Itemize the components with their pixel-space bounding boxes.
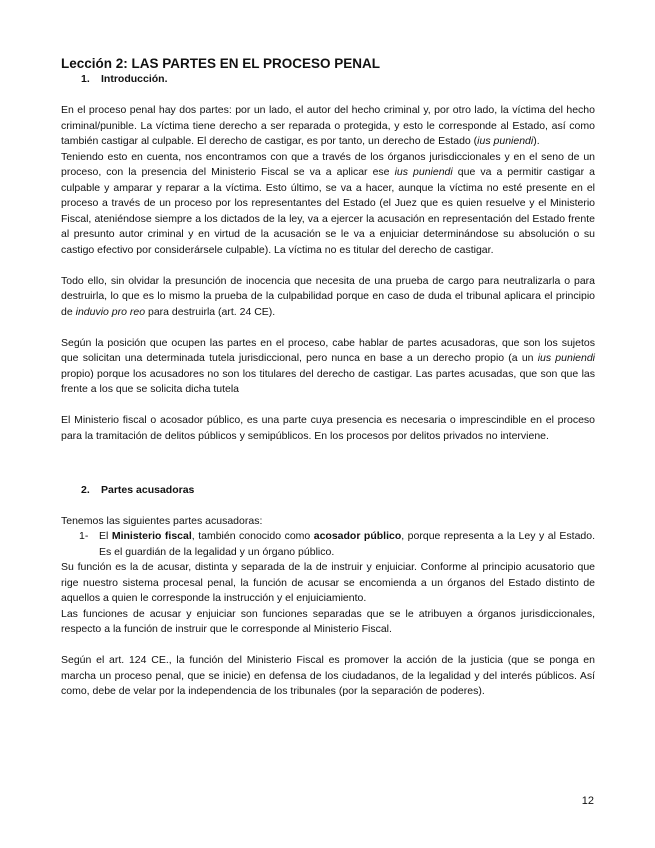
lesson-title: Lección 2: LAS PARTES EN EL PROCESO PENAL — [61, 56, 381, 71]
text-span: Según la posición que ocupen las partes en el proceso, cabe hablar de partes acusadoras, que son los sujetos que solicitan una determinada tutela jurisdiccional, pero nunca en base a un derecho propio (a un — [61, 336, 595, 364]
bold-term: acosador público — [313, 530, 402, 542]
text-span: , también conocido como — [191, 530, 314, 542]
paragraph-ministerio-fiscal: El Ministerio fiscal o acosador público, es una parte cuya presencia es necesaria o imprescindible en el proceso para la tramitación de delitos públicos y semipúblicos. En los procesos por delitos privados no interviene. — [61, 414, 595, 442]
list-item-text — [99, 529, 595, 560]
bold-term: Ministerio fiscal — [111, 530, 192, 542]
paragraph-presuncion — [61, 274, 595, 321]
section-heading-introduccion — [81, 72, 595, 88]
text-span: Todo ello, sin olvidar la presunción de inocencia que necesita de una prueba de cargo para neutralizarla o para destruirla, lo que es lo mismo la prueba de la culpabilidad porque en caso de duda el tribunal aplicara el principio de — [61, 274, 595, 318]
list-item — [61, 529, 595, 560]
italic-term: ius puniendi — [477, 135, 534, 147]
text-span: ). — [533, 135, 540, 147]
text-span: , porque representa a la Ley y al Estado. Es el guardián de la legalidad y un órgano público. — [99, 530, 596, 558]
list-item-paragraph: Según el art. 124 CE., la función del Ministerio Fiscal es promover la acción de la justicia (que se ponga en marcha un proceso penal, que se inicie) en defensa de los ciudadanos, de la legalidad y del interés públicos. Así como, debe de velar por la independencia de los tribunales (por la separación de poderes). — [61, 654, 595, 697]
section-number: 1. — [81, 73, 90, 85]
list-item-paragraph: Su función es la de acusar, distinta y separada de la de instruir y enjuiciar. Conforme al principio acusatorio que rige nuestro sistema procesal penal, la función de acusar se encomienda a un órganos del Estado distinto de aquellos a quien le corresponde la instrucción y el enjuiciamiento. — [61, 561, 595, 604]
list-marker-text: 1- — [79, 530, 89, 542]
paragraph-partes — [61, 103, 595, 150]
document-page — [61, 55, 595, 700]
paragraph-posicion-partes — [61, 336, 595, 398]
text-span: El — [99, 530, 112, 542]
text-span: propio) porque los acusadores no son los titulares del derecho de castigar. Las partes acusadas, que son que las frente a los que se solicita dicha tutela — [61, 367, 595, 395]
section-number: 2. — [81, 483, 90, 496]
text-span: Teniendo esto en cuenta, nos encontramos con que a través de los órganos jurisdiccionales y en el seno de un proceso, con la presencia del Ministerio Fiscal se va a aplicar ese — [61, 150, 595, 178]
list-item-paragraph: Las funciones de acusar y enjuiciar son funciones separadas que se le atribuyen a órganos jurisdiccionales, respecto a la función de instruir que le corresponde al Ministerio Fiscal. — [61, 607, 595, 635]
page-number: 12 — [581, 795, 594, 807]
paragraph-ius-puniendi — [61, 150, 595, 259]
italic-term: ius puniendi — [394, 166, 453, 178]
paragraph-intro-list: Tenemos las siguientes partes acusadoras: — [61, 514, 263, 527]
text-span: para destruirla (art. 24 CE). — [145, 305, 276, 318]
section-heading-text: Introducción. — [101, 73, 168, 85]
text-span: que va a permitir castigar a culpable y amparar y reparar a la víctima. Esto último, se va a hacer, aunque la víctima no esté presente en el proceso a través de un proceso por los representantes del Estado (el Juez que es quien resuelve y el Ministerio Fiscal, ateniéndose siempre a los dictados de la ley, va a ejercer la acusación en representación del Estado frente al presunto autor criminal y en virtud de la acusación se le va a enjuiciar determinándose su absolución o su castigo efectivo por considerársele culpable). La víctima no es titular del derecho de castigar. — [61, 166, 595, 256]
section-heading-text: Partes acusadoras — [101, 483, 195, 496]
italic-term: ius puniendi — [537, 352, 596, 364]
italic-term: induvio pro reo — [75, 305, 146, 318]
list-marker — [61, 529, 99, 560]
section-heading-partes-acusadoras — [81, 483, 595, 499]
text-span: En el proceso penal hay dos partes: por un lado, el autor del hecho criminal y, por otro lado, la víctima del hecho criminal/punible. La víctima tiene derecho a ser reparada o protegida, y esto le corresponde al Estado, así como también castigar al culpable. El derecho de castigar, es por tanto, un derecho de Estado ( — [61, 104, 595, 147]
